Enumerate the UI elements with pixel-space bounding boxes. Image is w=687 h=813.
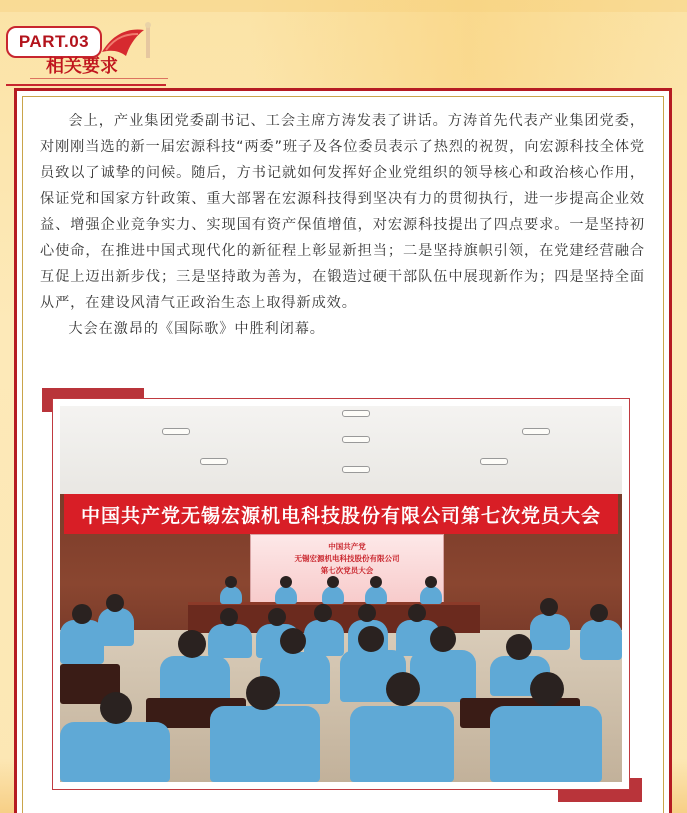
person: [304, 620, 344, 656]
article-paragraph-closing: 大会在激昂的《国际歌》中胜利闭幕。: [68, 321, 325, 337]
section-title: 相关要求: [46, 56, 118, 77]
ceiling-light: [342, 436, 370, 443]
title-underline: [6, 84, 166, 86]
person-head: [590, 604, 608, 622]
person-head: [314, 604, 332, 622]
person-head: [225, 576, 237, 588]
person-head: [220, 608, 238, 626]
ceiling-light: [480, 458, 508, 465]
person: [208, 624, 252, 658]
background-flag-decoration: [250, 0, 687, 95]
ceiling-light: [162, 428, 190, 435]
person: [365, 586, 387, 604]
ceiling-light: [200, 458, 228, 465]
person-head: [178, 630, 206, 658]
person-head: [408, 604, 426, 622]
person-head: [540, 598, 558, 616]
person-head: [327, 576, 339, 588]
person-head: [280, 576, 292, 588]
person: [210, 706, 320, 782]
person-head: [506, 634, 532, 660]
person: [322, 586, 344, 604]
person: [410, 650, 476, 702]
person-head: [370, 576, 382, 588]
meeting-photo: [60, 406, 622, 782]
person: [530, 614, 570, 650]
person-head: [358, 604, 376, 622]
person-head: [100, 692, 132, 724]
person-head: [72, 604, 92, 624]
ceiling-light: [342, 410, 370, 417]
person: [98, 608, 134, 646]
person: [220, 586, 242, 604]
person-head: [358, 626, 384, 652]
person-head: [430, 626, 456, 652]
meeting-banner: [64, 494, 618, 534]
screen-text: 第七次党员大会: [320, 566, 374, 575]
article-body: [40, 108, 645, 342]
meeting-banner-text: 中国共产党无锡宏源机电科技股份有限公司第七次党员大会: [80, 504, 601, 527]
ceiling-light: [342, 466, 370, 473]
person: [350, 706, 454, 782]
person-head: [530, 672, 564, 706]
screen-text: 无锡宏源机电科技股份有限公司: [294, 554, 400, 563]
person-head: [106, 594, 124, 612]
screen-text: 中国共产党: [328, 542, 366, 551]
person-head: [246, 676, 280, 710]
person-head: [280, 628, 306, 654]
part-badge: PART.03: [6, 26, 102, 58]
person-head: [425, 576, 437, 588]
person-head: [386, 672, 420, 706]
ceiling-light: [522, 428, 550, 435]
person: [420, 586, 442, 604]
person-head: [268, 608, 286, 626]
person: [275, 586, 297, 604]
title-underline-thin: [30, 78, 168, 79]
person: [60, 722, 170, 782]
person: [490, 706, 602, 782]
photo-ceiling: [60, 406, 622, 494]
person: [580, 620, 622, 660]
article-paragraph: 会上，产业集团党委副书记、工会主席方涛发表了讲话。方涛首先代表产业集团党委，对刚刚当选的新一届宏源科技“两委”班子及各位委员表示了热烈的祝贺，向宏源科技全体党员致以了诚挚的问候。随后，方书记就如何发挥好企业党组织的领导核心和政治核心作用，保证党和国家方针政策、重大部署在宏源科技得到坚决有力的贯彻执行，进一步提高企业效益、增强企业竞争实力、实现国有资产保值增值，对宏源科技提出了四点要求。一是坚持初心使命，在推进中国式现代化的新征程上彰显新担当；二是坚持旗帜引领，在党建经营融合互促上迈出新步伐；三是坚持敢为善为，在锻造过硬干部队伍中展现新作为；四是坚持全面从严，在建设风清气正政治生态上取得新成效。: [40, 113, 645, 311]
